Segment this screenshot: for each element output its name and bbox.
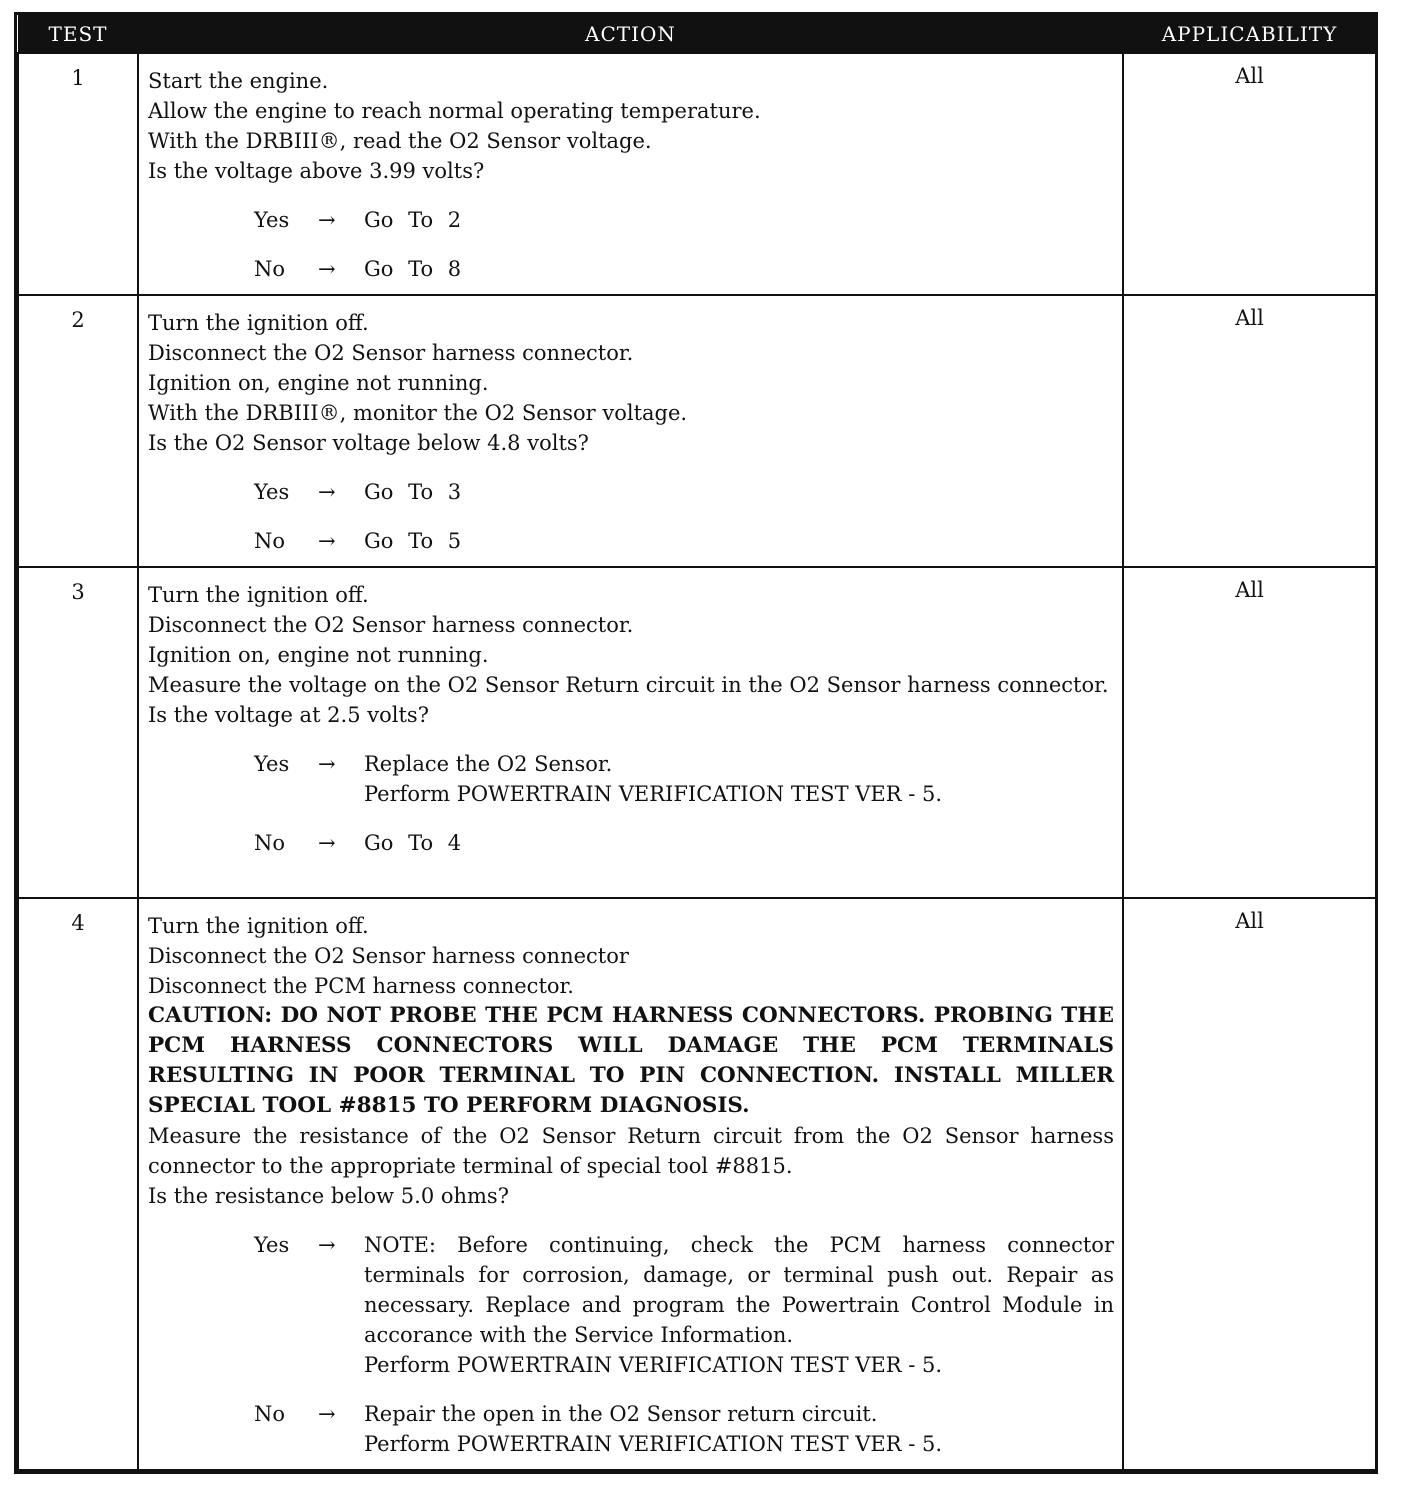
no-branch — [148, 526, 1114, 556]
step: Allow the engine to reach normal operating temperature. — [148, 99, 761, 123]
no-result-line: Perform POWERTRAIN VERIFICATION TEST VER - 5. — [364, 1432, 943, 1456]
test-row-1 — [18, 53, 1376, 295]
test-row-3 — [18, 567, 1376, 898]
step: Disconnect the O2 Sensor harness connector. — [148, 613, 634, 637]
step: Disconnect the O2 Sensor harness connector — [148, 944, 629, 968]
step: Measure the voltage on the O2 Sensor Return circuit in the O2 Sensor harness connector. — [148, 673, 1109, 697]
no-result: Go To 5 — [364, 529, 462, 553]
arrow-icon: → — [318, 480, 336, 504]
step-question: Is the voltage above 3.99 volts? — [148, 159, 485, 183]
no-result — [364, 1399, 1114, 1459]
arrow-icon: → — [318, 752, 336, 776]
yes-result-line: Perform POWERTRAIN VERIFICATION TEST VER - 5. — [364, 782, 943, 806]
step: Turn the ignition off. — [148, 914, 369, 938]
diagnostic-test-table — [14, 12, 1378, 1474]
action-cell — [138, 567, 1123, 898]
test-number: 1 — [18, 53, 138, 295]
step: Ignition on, engine not running. — [148, 643, 489, 667]
header-action: ACTION — [138, 15, 1123, 53]
arrow-icon: → — [318, 1402, 336, 1426]
yes-label: Yes — [254, 1233, 290, 1257]
arrow-icon: → — [318, 1233, 336, 1257]
no-result: Go To 4 — [364, 831, 462, 855]
step: With the DRBIII®, monitor the O2 Sensor voltage. — [148, 401, 688, 425]
applicability: All — [1123, 898, 1376, 1470]
step: Turn the ignition off. — [148, 583, 369, 607]
arrow-icon: → — [318, 208, 336, 232]
yes-label: Yes — [254, 208, 290, 232]
yes-label: Yes — [254, 752, 290, 776]
applicability: All — [1123, 53, 1376, 295]
yes-label: Yes — [254, 480, 290, 504]
test-row-4 — [18, 898, 1376, 1470]
yes-result: Go To 3 — [364, 480, 462, 504]
applicability: All — [1123, 567, 1376, 898]
yes-branch — [148, 477, 1114, 507]
test-number: 2 — [18, 295, 138, 567]
action-cell — [138, 898, 1123, 1470]
yes-result — [364, 749, 1114, 809]
step-question: Is the O2 Sensor voltage below 4.8 volts? — [148, 431, 589, 455]
no-branch — [148, 828, 1114, 858]
yes-result: Go To 2 — [364, 208, 462, 232]
step: Start the engine. — [148, 69, 329, 93]
yes-result — [364, 1230, 1114, 1380]
no-result-line: Repair the open in the O2 Sensor return circuit. — [364, 1402, 878, 1426]
test-row-2 — [18, 295, 1376, 567]
step: Turn the ignition off. — [148, 311, 369, 335]
test-number: 3 — [18, 567, 138, 898]
arrow-icon: → — [318, 529, 336, 553]
test-number: 4 — [18, 898, 138, 1470]
no-label: No — [254, 831, 286, 855]
no-branch — [148, 1399, 1114, 1459]
yes-branch — [148, 205, 1114, 235]
step-question: Is the resistance below 5.0 ohms? — [148, 1184, 509, 1208]
step-question: Is the voltage at 2.5 volts? — [148, 703, 429, 727]
header-row — [18, 15, 1376, 53]
no-result: Go To 8 — [364, 257, 462, 281]
step: Measure the resistance of the O2 Sensor Return circuit from the O2 Sensor harness connector to the appropriate terminal of special tool #8815. — [148, 1124, 1114, 1178]
step: With the DRBIII®, read the O2 Sensor voltage. — [148, 129, 652, 153]
yes-result-line: Perform POWERTRAIN VERIFICATION TEST VER - 5. — [364, 1353, 943, 1377]
header-applicability: APPLICABILITY — [1123, 15, 1376, 53]
yes-branch — [148, 1230, 1114, 1380]
step: Disconnect the O2 Sensor harness connector. — [148, 341, 634, 365]
action-cell — [138, 53, 1123, 295]
yes-result-line: Replace the O2 Sensor. — [364, 752, 613, 776]
caution-text: CAUTION: DO NOT PROBE THE PCM HARNESS CONNECTORS. PROBING THE PCM HARNESS CONNECTORS WILL DAMAGE THE PCM TERMINALS RESULTING IN POOR TERMINAL TO PIN CONNECTION. INSTALL MILLER SPECIAL TOOL #8815 TO PERFORM DIAGNOSIS. — [148, 1003, 1114, 1118]
yes-branch — [148, 749, 1114, 809]
no-label: No — [254, 257, 286, 281]
no-label: No — [254, 1402, 286, 1426]
arrow-icon: → — [318, 831, 336, 855]
no-label: No — [254, 529, 286, 553]
yes-result-line: NOTE: Before continuing, check the PCM harness connector terminals for corrosion, damage, or terminal push out. Repair as necessary. Replace and program the Powertrain Control Module in accorance with the Service Information. — [364, 1233, 1114, 1347]
step: Disconnect the PCM harness connector. — [148, 974, 574, 998]
no-branch — [148, 254, 1114, 284]
header-test: TEST — [18, 15, 138, 53]
arrow-icon: → — [318, 257, 336, 281]
applicability: All — [1123, 295, 1376, 567]
step: Ignition on, engine not running. — [148, 371, 489, 395]
action-cell — [138, 295, 1123, 567]
